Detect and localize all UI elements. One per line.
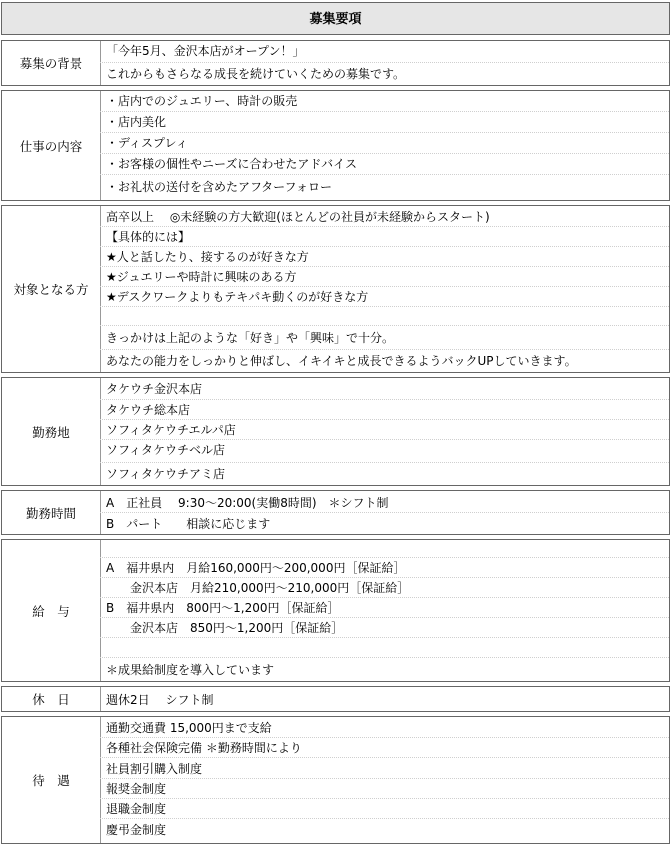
- target-line-1: 高卒以上 ◎未経験の方大歓迎(ほとんどの社員が未経験からスタート): [106, 210, 490, 224]
- target-line-7: あなたの能力をしっかりと伸ばし、イキイキと成長できるようバックUPしていきます。: [106, 354, 577, 368]
- location-line-4: ソフィタケウチベル店: [106, 443, 226, 457]
- salary-line-5: ＊成果給制度を導入しています: [106, 663, 275, 677]
- section-location-label: 勤務地: [2, 378, 101, 485]
- section-hours-label: 勤務時間: [2, 491, 101, 534]
- job-line-3: ・ディスプレィ: [106, 136, 188, 150]
- salary-line-3: B 福井県内 800円～1,200円［保証給］: [106, 601, 340, 615]
- hours-line-1: A 正社員 9:30～20:00(実働8時間) ＊シフト制: [106, 496, 389, 510]
- section-target: [1, 205, 670, 373]
- section-holiday-label: 休 日: [2, 687, 101, 711]
- location-line-2: タケウチ総本店: [106, 403, 191, 417]
- section-holiday-content: [100, 687, 669, 711]
- location-line-1: タケウチ金沢本店: [106, 382, 203, 396]
- hours-line-2: B パート 相談に応じます: [106, 517, 271, 531]
- section-background-label: 募集の背景: [2, 41, 101, 85]
- job-line-4: ・お客様の個性やニーズに合わせたアドバイス: [106, 157, 358, 171]
- salary-line-2: 金沢本店 月給210,000円～210,000円［保証給］: [106, 581, 410, 595]
- benefits-line-4: 報奨金制度: [106, 782, 167, 796]
- target-line-4: ★ジュエリーや時計に興味のある方: [106, 270, 297, 284]
- section-salary-content: [100, 540, 669, 681]
- holiday-line-1: 週休2日 シフト制: [106, 693, 214, 707]
- section-job-label: 仕事の内容: [2, 91, 101, 200]
- section-location: [1, 377, 670, 486]
- location-line-5: ソフィタケウチアミ店: [106, 467, 226, 481]
- section-salary-label: 給 与: [2, 540, 101, 681]
- section-target-content: [100, 206, 669, 372]
- section-job-content: [100, 91, 669, 200]
- section-benefits-label: 待 遇: [2, 717, 101, 843]
- section-background: [1, 40, 670, 86]
- background-line-2: これからもさらなる成長を続けていくための募集です。: [106, 67, 406, 81]
- section-benefits: [1, 716, 670, 844]
- job-line-2: ・店内美化: [106, 115, 167, 129]
- background-line-1: 「今年5月、金沢本店がオープン！」: [106, 44, 305, 58]
- section-background-content: [100, 41, 669, 85]
- section-holiday: [1, 686, 670, 712]
- target-line-5: ★デスクワークよりもテキパキ動くのが好きな方: [106, 290, 369, 304]
- page-title: 募集要項: [1, 2, 670, 35]
- section-hours: [1, 490, 670, 535]
- benefits-line-5: 退職金制度: [106, 802, 167, 816]
- salary-line-4: 金沢本店 850円～1,200円［保証給］: [106, 621, 344, 635]
- target-line-3: ★人と話したり、接するのが好きな方: [106, 250, 309, 264]
- job-line-5: ・お礼状の送付を含めたアフターフォロー: [106, 180, 332, 194]
- benefits-line-6: 慶弔金制度: [106, 823, 167, 837]
- target-line-6: きっかけは上記のような「好き」や「興味」で十分。: [106, 331, 395, 345]
- job-line-1: ・店内でのジュエリー、時計の販売: [106, 94, 298, 108]
- section-job: [1, 90, 670, 201]
- section-target-label: 対象となる方: [2, 206, 101, 372]
- section-salary: [1, 539, 670, 682]
- target-line-2: 【具体的には】: [106, 230, 191, 244]
- benefits-line-1: 通勤交通費 15,000円まで支給: [106, 721, 272, 735]
- benefits-line-3: 社員割引購入制度: [106, 762, 203, 776]
- section-benefits-content: [100, 717, 669, 843]
- benefits-line-2: 各種社会保険完備 ＊勤務時間により: [106, 741, 302, 755]
- location-line-3: ソフィタケウチエルパ店: [106, 423, 236, 437]
- salary-line-1: A 福井県内 月給160,000円～200,000円［保証給］: [106, 561, 406, 575]
- section-location-content: [100, 378, 669, 485]
- section-hours-content: [100, 491, 669, 534]
